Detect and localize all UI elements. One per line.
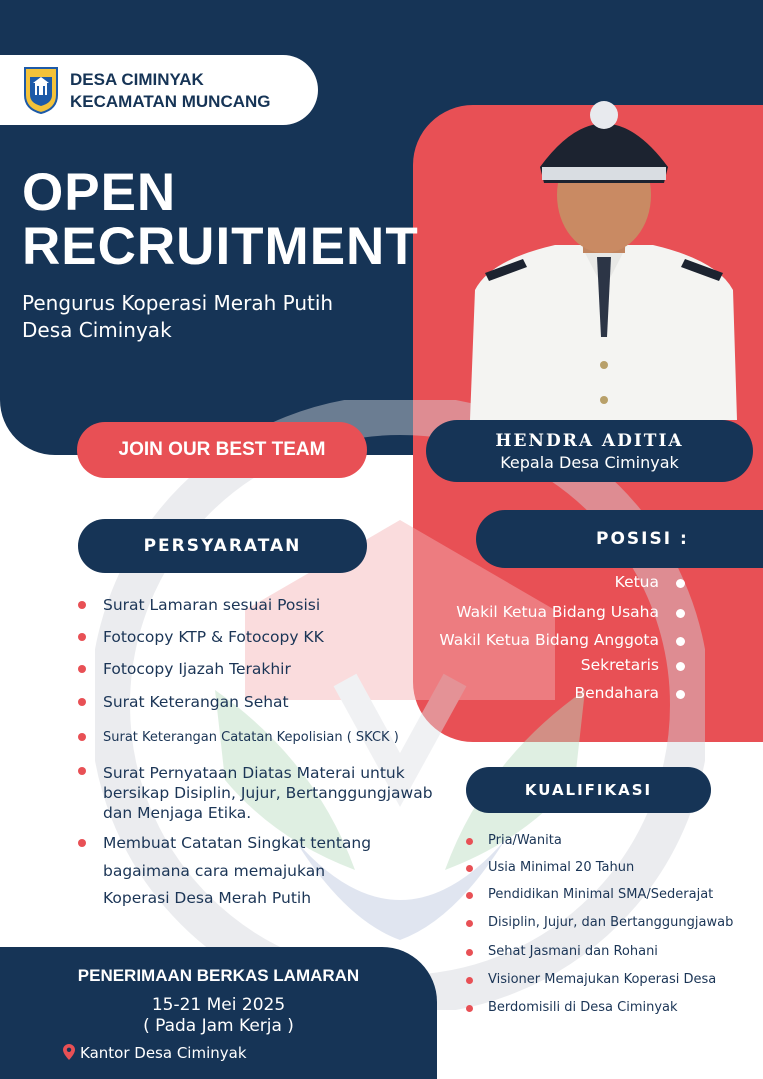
bullet-icon: [78, 601, 86, 609]
person-role: Kepala Desa Ciminyak: [500, 452, 679, 472]
bullet-icon: [78, 767, 86, 775]
bullet-icon: [78, 665, 86, 673]
subtitle-line-2: Desa Ciminyak: [22, 318, 172, 342]
position-item: Wakil Ketua Bidang Anggota: [439, 631, 659, 649]
qualification-item: Sehat Jasmani dan Rohani: [488, 944, 658, 959]
positions-heading: POSISI :: [476, 510, 763, 568]
qualification-item: Pendidikan Minimal SMA/Sederajat: [488, 887, 714, 902]
org-name: DESA CIMINYAK: [70, 70, 204, 89]
title-line-2: RECRUITMENT: [22, 217, 419, 276]
submission-hours: ( Pada Jam Kerja ): [143, 1016, 294, 1036]
bullet-icon: [676, 637, 685, 646]
submission-location: Kantor Desa Ciminyak: [80, 1044, 247, 1062]
qualification-item: Visioner Memajukan Koperasi Desa: [488, 972, 717, 987]
requirements-heading: PERSYARATAN: [78, 519, 367, 573]
requirement-item-line: Surat Pernyataan Diatas Materai untuk: [103, 764, 405, 782]
officer-photo: [445, 75, 763, 420]
requirement-item-line: Koperasi Desa Merah Putih: [103, 889, 312, 907]
requirement-item-line: Membuat Catatan Singkat tentang: [103, 834, 372, 852]
requirement-item-line: bersikap Disiplin, Jujur, Bertanggungjawab: [103, 784, 433, 802]
qualifications-heading: KUALIFIKASI: [466, 767, 711, 813]
person-name: HENDRA ADITIA: [495, 430, 684, 451]
title-line-1: OPEN: [22, 163, 177, 222]
bullet-icon: [466, 838, 473, 845]
org-district: KECAMATAN MUNCANG: [70, 92, 271, 111]
submission-title: PENERIMAAN BERKAS LAMARAN: [77, 966, 360, 985]
position-item: Sekretaris: [580, 656, 659, 674]
requirement-item: Fotocopy KTP & Fotocopy KK: [103, 628, 324, 646]
bullet-icon: [676, 579, 685, 588]
bullet-icon: [78, 698, 86, 706]
person-caption: [426, 420, 753, 482]
bullet-icon: [466, 892, 473, 899]
location-pin-icon: [63, 1044, 75, 1060]
join-team-banner: JOIN OUR BEST TEAM: [77, 422, 367, 478]
qualification-item: Disiplin, Jujur, dan Bertanggungjawab: [488, 915, 734, 930]
position-item: Bendahara: [574, 684, 659, 702]
bullet-icon: [466, 949, 473, 956]
requirement-item: Surat Keterangan Sehat: [103, 693, 289, 711]
position-item: Wakil Ketua Bidang Usaha: [456, 603, 659, 621]
requirement-item: Surat Lamaran sesuai Posisi: [103, 596, 321, 614]
bullet-icon: [466, 920, 473, 927]
requirement-item-line: bagaimana cara memajukan: [103, 862, 326, 880]
bullet-icon: [466, 977, 473, 984]
bullet-icon: [78, 633, 86, 641]
requirement-item: Surat Keterangan Catatan Kepolisian ( SKCK ): [103, 730, 399, 745]
bullet-icon: [676, 690, 685, 699]
bullet-icon: [466, 1005, 473, 1012]
submission-date: 15-21 Mei 2025: [151, 995, 286, 1015]
bullet-icon: [676, 609, 685, 618]
qualification-item: Usia Minimal 20 Tahun: [488, 860, 635, 875]
position-item: Ketua: [614, 573, 659, 591]
requirement-item: Fotocopy Ijazah Terakhir: [103, 660, 291, 678]
village-emblem-icon: [22, 65, 60, 115]
requirement-item-line: dan Menjaga Etika.: [103, 804, 252, 822]
bullet-icon: [466, 865, 473, 872]
subtitle-line-1: Pengurus Koperasi Merah Putih: [22, 291, 334, 315]
bullet-icon: [78, 733, 86, 741]
bullet-icon: [78, 839, 86, 847]
qualification-item: Pria/Wanita: [488, 833, 562, 848]
bullet-icon: [676, 662, 685, 671]
qualification-item: Berdomisili di Desa Ciminyak: [488, 1000, 678, 1015]
